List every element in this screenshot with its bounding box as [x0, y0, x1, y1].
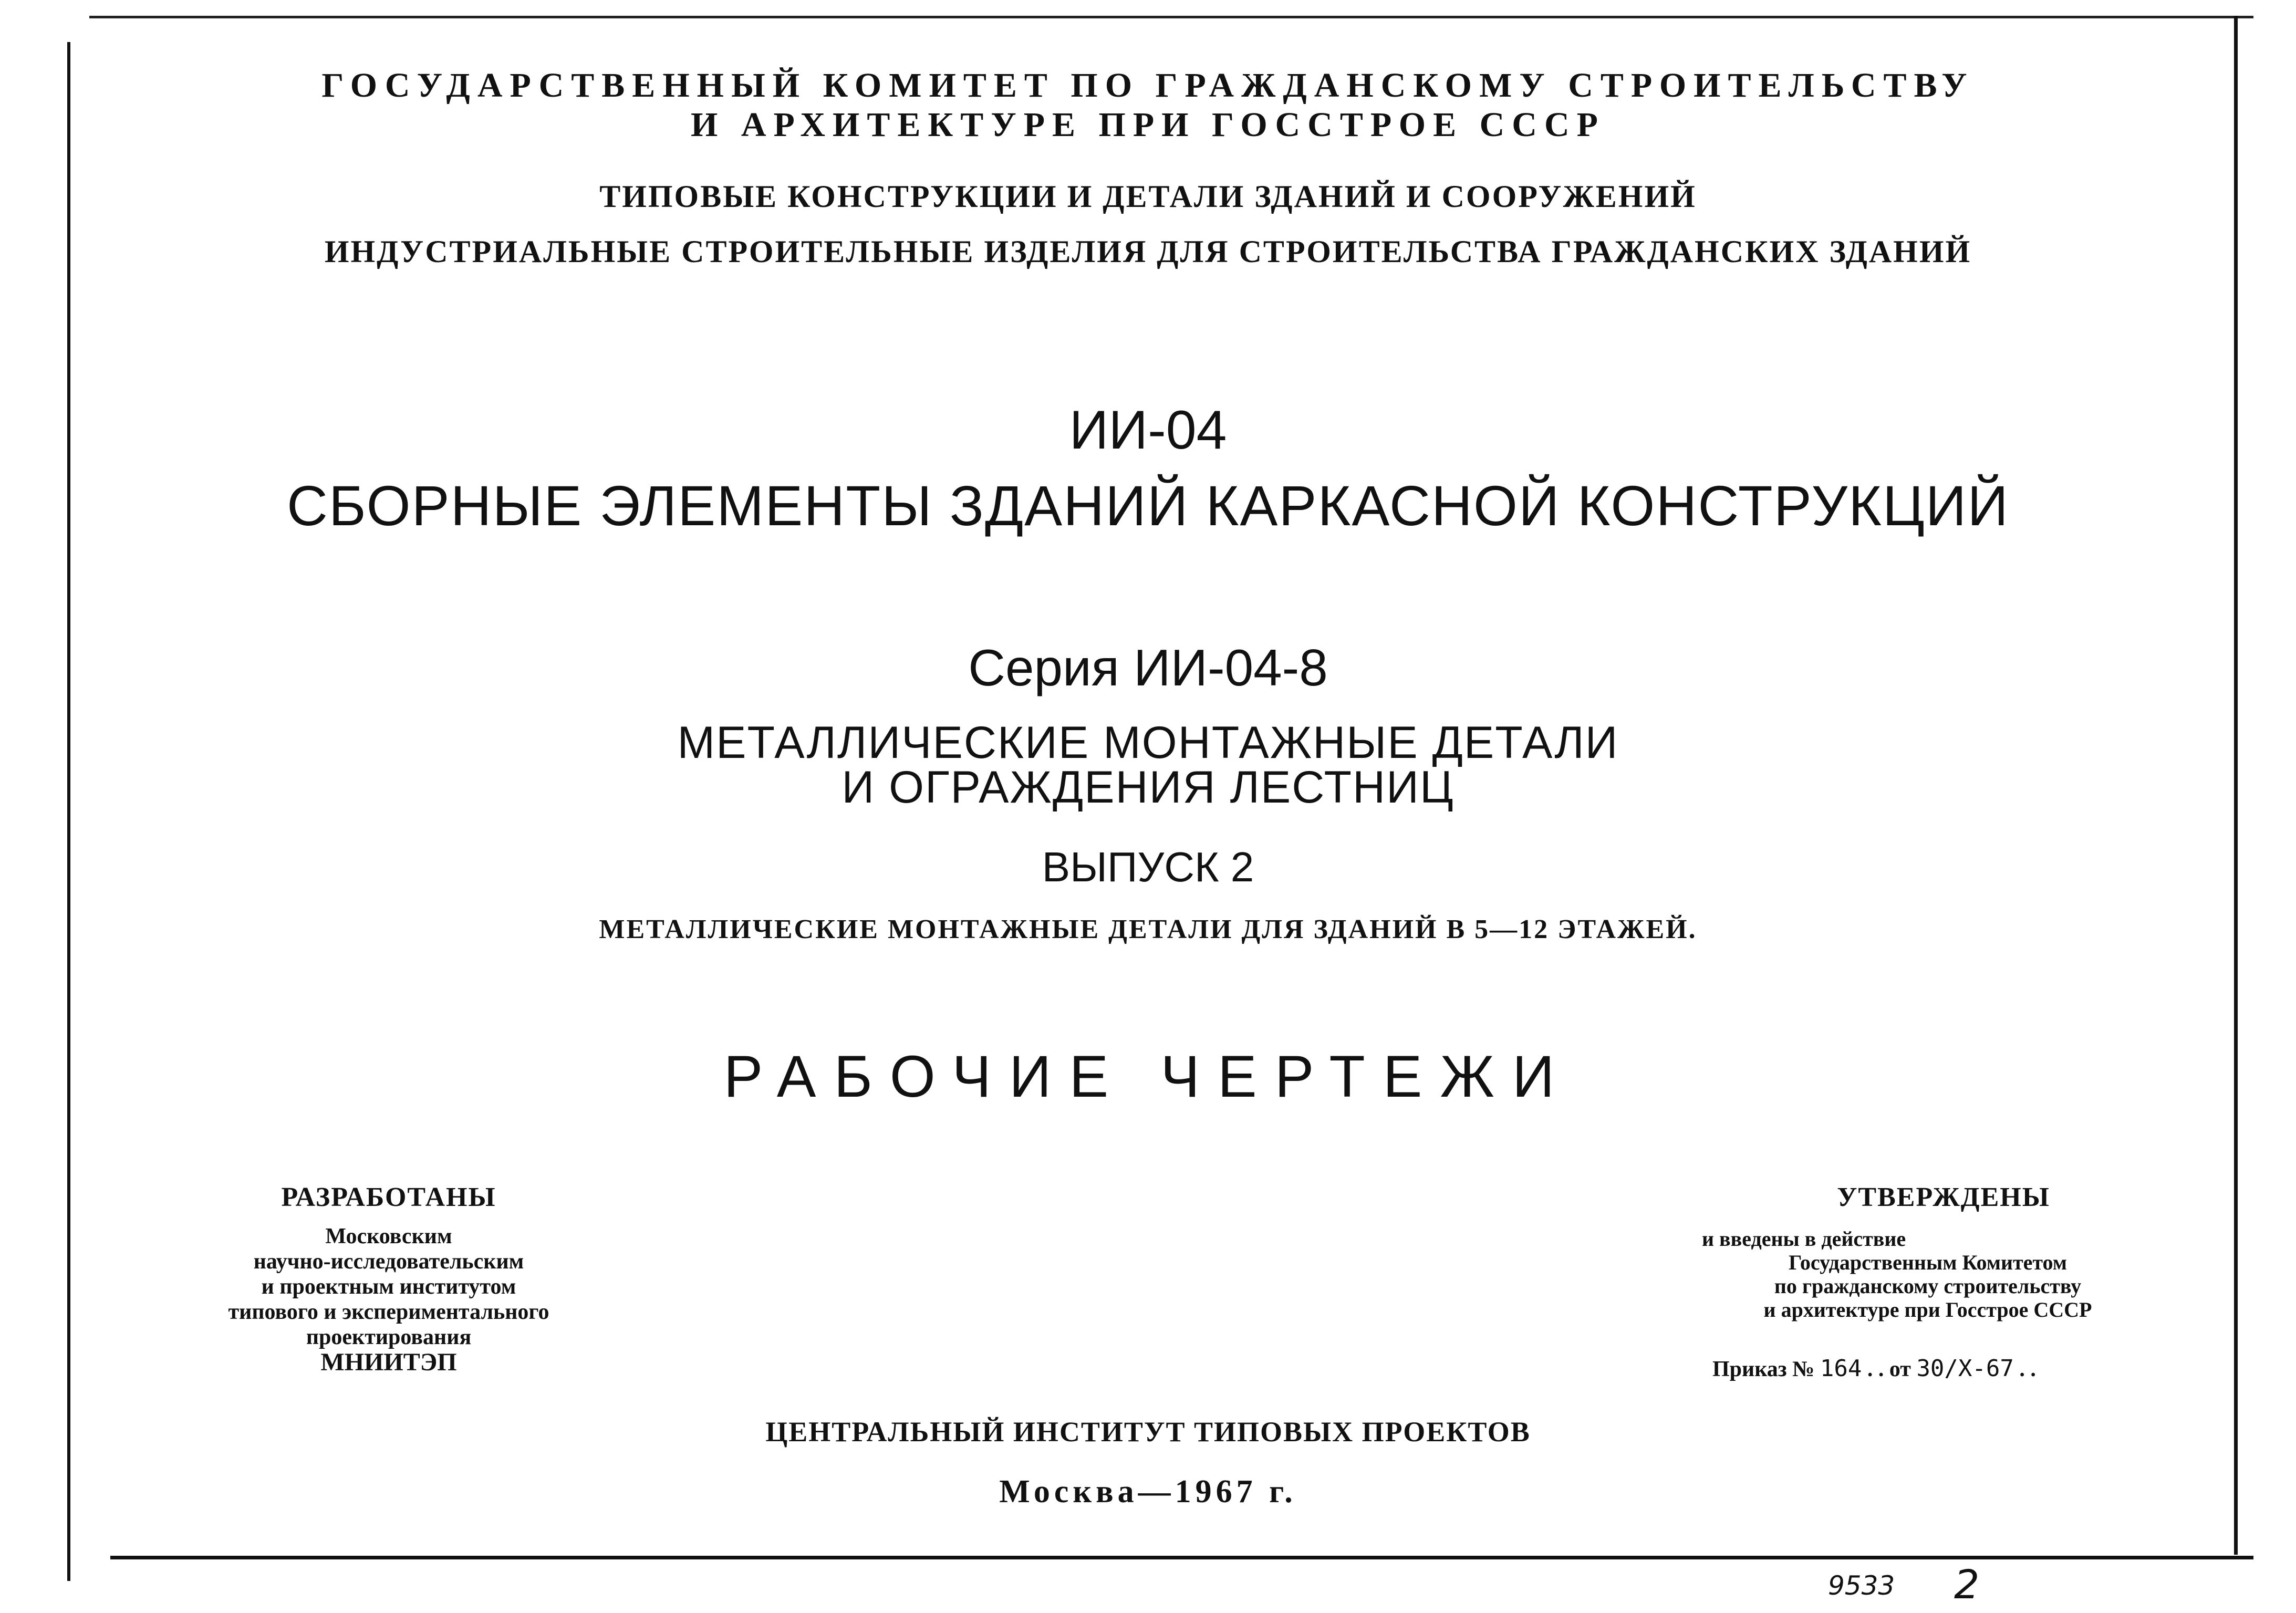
- approval-line: и архитектуре при Госстрое СССР: [1763, 1298, 2092, 1321]
- developer-line: Московским: [325, 1224, 452, 1248]
- order-label: Приказ №: [1712, 1357, 1815, 1381]
- working-drawings-heading: РАБОЧИЕ ЧЕРТЕЖИ: [723, 1044, 1573, 1109]
- approval-order: Приказ № 164 . . от 30/X-67 . .: [1712, 1355, 2036, 1382]
- document-title: СБОРНЫЕ ЭЛЕМЕНТЫ ЗДАНИЙ КАРКАСНОЙ КОНСТРУКЦИЙ: [286, 474, 2010, 537]
- sheet-number: 9533: [1828, 1570, 1895, 1601]
- series-number: Серия ИИ-04-8: [968, 639, 1328, 696]
- committee-name-line1: ГОСУДАРСТВЕННЫЙ КОМИТЕТ ПО ГРАЖДАНСКОМУ СТРОИТЕЛЬСТВУ: [321, 66, 1975, 105]
- issue-number: ВЫПУСК 2: [1042, 844, 1254, 890]
- developer-line: типового и экспериментального: [228, 1300, 549, 1324]
- order-number: 164: [1820, 1355, 1862, 1382]
- catalog-title: ТИПОВЫЕ КОНСТРУКЦИИ И ДЕТАЛИ ЗДАНИЙ И СООРУЖЕНИЙ: [599, 179, 1697, 214]
- series-title-line1: МЕТАЛЛИЧЕСКИЕ МОНТАЖНЫЕ ДЕТАЛИ: [677, 717, 1619, 768]
- developer-line: научно-исследовательским: [253, 1250, 524, 1274]
- publication-place-year: Москва—1967 г.: [999, 1474, 1297, 1510]
- issue-title: МЕТАЛЛИЧЕСКИЕ МОНТАЖНЫЕ ДЕТАЛИ ДЛЯ ЗДАНИЙ В 5—12 ЭТАЖЕЙ.: [599, 914, 1697, 944]
- approved-heading: УТВЕРЖДЕНЫ: [1837, 1182, 2050, 1212]
- developed-heading: РАЗРАБОТАНЫ: [281, 1182, 496, 1212]
- publisher-institute: ЦЕНТРАЛЬНЫЙ ИНСТИТУТ ТИПОВЫХ ПРОЕКТОВ: [765, 1416, 1531, 1448]
- frame-bottom-line: [110, 1556, 2253, 1559]
- committee-name-line2: И АРХИТЕКТУРЕ ПРИ ГОССТРОЕ СССР: [691, 106, 1605, 144]
- developer-line: и проектным институтом: [261, 1275, 516, 1299]
- developer-line: проектирования: [306, 1325, 472, 1349]
- document-code: ИИ-04: [1069, 400, 1227, 461]
- series-title-line2: И ОГРАЖДЕНИЯ ЛЕСТНИЦ: [841, 762, 1455, 813]
- catalog-subtitle: ИНДУСТРИАЛЬНЫЕ СТРОИТЕЛЬНЫЕ ИЗДЕЛИЯ ДЛЯ СТРОИТЕЛЬСТВА ГРАЖДАНСКИХ ЗДАНИЙ: [324, 234, 1972, 269]
- approval-line: и введены в действие: [1702, 1227, 1906, 1251]
- approval-line: по гражданскому строительству: [1774, 1274, 2082, 1298]
- order-from-label: от: [1889, 1357, 1911, 1381]
- page-number: 2: [1954, 1561, 1980, 1608]
- developer-org-abbr: МНИИТЭП: [320, 1348, 457, 1376]
- frame-top-line: [89, 16, 2253, 18]
- order-date: 30/X-67: [1916, 1355, 2014, 1382]
- approval-line: Государственным Комитетом: [1789, 1251, 2067, 1274]
